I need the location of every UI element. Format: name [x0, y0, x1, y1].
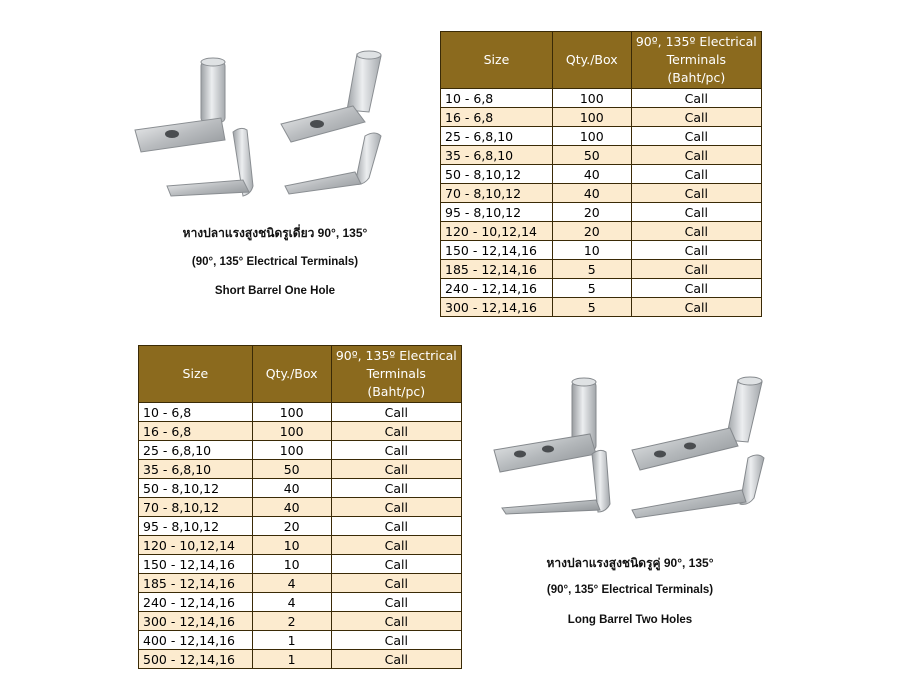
table-row	[139, 631, 462, 650]
qty-cell: 5	[552, 298, 631, 317]
price-cell: Call	[631, 241, 761, 260]
price-cell: Call	[631, 279, 761, 298]
price-header-line2: Terminals	[666, 52, 726, 67]
terminal-photo-two-holes	[480, 372, 780, 522]
size-cell: 10 - 6,8	[441, 89, 553, 108]
size-cell: 95 - 8,10,12	[139, 517, 253, 536]
caption-english: (90°, 135° Electrical Terminals)	[546, 584, 714, 596]
table-row	[441, 279, 762, 298]
qty-cell: 20	[552, 222, 631, 241]
size-cell: 50 - 8,10,12	[139, 479, 253, 498]
table-row	[139, 536, 462, 555]
price-cell: Call	[631, 203, 761, 222]
price-cell: Call	[331, 441, 461, 460]
price-cell: Call	[331, 536, 461, 555]
size-cell: 50 - 8,10,12	[441, 165, 553, 184]
column-header-size: Size	[441, 32, 553, 89]
table-row	[441, 203, 762, 222]
size-cell: 120 - 10,12,14	[139, 536, 253, 555]
qty-cell: 50	[552, 146, 631, 165]
size-cell: 35 - 6,8,10	[139, 460, 253, 479]
table-header-row	[441, 32, 762, 89]
price-table-two-holes	[138, 345, 462, 669]
qty-cell: 10	[252, 536, 331, 555]
table-row	[139, 555, 462, 574]
table-row	[139, 441, 462, 460]
caption-thai: หางปลาแรงสูงชนิดรูคู่ 90°, 135°	[546, 556, 714, 570]
size-cell: 150 - 12,14,16	[139, 555, 253, 574]
qty-cell: 2	[252, 612, 331, 631]
table-header-row	[139, 346, 462, 403]
size-cell: 240 - 12,14,16	[441, 279, 553, 298]
size-cell: 120 - 10,12,14	[441, 222, 553, 241]
qty-cell: 20	[252, 517, 331, 536]
caption-english: (90°, 135° Electrical Terminals)	[191, 256, 359, 268]
column-header-qty: Qty./Box	[252, 346, 331, 403]
price-cell: Call	[331, 612, 461, 631]
size-cell: 240 - 12,14,16	[139, 593, 253, 612]
price-cell: Call	[331, 479, 461, 498]
terminal-90-upright-icon	[135, 58, 225, 152]
terminal-90-two-hole-upright-icon	[494, 378, 596, 472]
qty-cell: 100	[552, 108, 631, 127]
terminal-135-lying-icon	[285, 133, 381, 194]
qty-cell: 4	[252, 593, 331, 612]
qty-cell: 40	[552, 165, 631, 184]
qty-cell: 1	[252, 650, 331, 669]
qty-cell: 100	[252, 441, 331, 460]
caption-two-holes	[505, 554, 755, 634]
qty-cell: 100	[552, 127, 631, 146]
table-row	[139, 612, 462, 631]
price-cell: Call	[631, 298, 761, 317]
size-cell: 25 - 6,8,10	[139, 441, 253, 460]
caption-thai: หางปลาแรงสูงชนิดรูเดี่ยว 90°, 135°	[182, 226, 368, 240]
table-row	[139, 422, 462, 441]
table-row	[441, 184, 762, 203]
table-row	[139, 650, 462, 669]
column-header-qty: Qty./Box	[552, 32, 631, 89]
column-header-price	[631, 32, 761, 89]
qty-cell: 5	[552, 260, 631, 279]
table-row	[441, 165, 762, 184]
price-cell: Call	[631, 184, 761, 203]
qty-cell: 10	[252, 555, 331, 574]
size-cell: 400 - 12,14,16	[139, 631, 253, 650]
size-cell: 150 - 12,14,16	[441, 241, 553, 260]
terminal-135-upright-icon	[281, 51, 381, 142]
qty-cell: 100	[252, 403, 331, 422]
price-cell: Call	[331, 422, 461, 441]
price-cell: Call	[631, 127, 761, 146]
table-row	[441, 146, 762, 165]
price-cell: Call	[331, 403, 461, 422]
qty-cell: 100	[552, 89, 631, 108]
price-cell: Call	[331, 574, 461, 593]
price-cell: Call	[331, 517, 461, 536]
size-cell: 16 - 6,8	[139, 422, 253, 441]
size-cell: 70 - 8,10,12	[441, 184, 553, 203]
price-header-line1: 90º, 135º Electrical	[335, 348, 457, 363]
qty-cell: 50	[252, 460, 331, 479]
table-row	[139, 498, 462, 517]
qty-cell: 40	[252, 498, 331, 517]
terminal-135-two-hole-upright-icon	[632, 377, 762, 470]
qty-cell: 5	[552, 279, 631, 298]
price-cell: Call	[631, 260, 761, 279]
qty-cell: 100	[252, 422, 331, 441]
size-cell: 70 - 8,10,12	[139, 498, 253, 517]
table-row	[441, 241, 762, 260]
table-row	[139, 479, 462, 498]
size-cell: 185 - 12,14,16	[441, 260, 553, 279]
table-row	[139, 403, 462, 422]
column-header-price	[331, 346, 461, 403]
price-cell: Call	[331, 631, 461, 650]
qty-cell: 1	[252, 631, 331, 650]
size-cell: 300 - 12,14,16	[441, 298, 553, 317]
price-cell: Call	[331, 593, 461, 612]
size-cell: 185 - 12,14,16	[139, 574, 253, 593]
caption-subtitle: Long Barrel Two Holes	[567, 614, 693, 626]
qty-cell: 4	[252, 574, 331, 593]
price-header-line1: 90º, 135º Electrical	[635, 34, 757, 49]
qty-cell: 10	[552, 241, 631, 260]
caption-subtitle: Short Barrel One Hole	[214, 285, 336, 297]
size-cell: 10 - 6,8	[139, 403, 253, 422]
price-cell: Call	[631, 165, 761, 184]
terminal-photo-one-hole	[125, 40, 415, 210]
qty-cell: 40	[252, 479, 331, 498]
size-cell: 300 - 12,14,16	[139, 612, 253, 631]
price-table-one-hole	[440, 31, 762, 317]
price-cell: Call	[631, 108, 761, 127]
table-row	[139, 517, 462, 536]
table-row	[441, 260, 762, 279]
price-cell: Call	[331, 555, 461, 574]
qty-cell: 20	[552, 203, 631, 222]
table-row	[139, 593, 462, 612]
price-cell: Call	[331, 460, 461, 479]
size-cell: 16 - 6,8	[441, 108, 553, 127]
size-cell: 500 - 12,14,16	[139, 650, 253, 669]
table-row	[441, 127, 762, 146]
qty-cell: 40	[552, 184, 631, 203]
size-cell: 35 - 6,8,10	[441, 146, 553, 165]
price-header-line2: Terminals	[366, 366, 426, 381]
size-cell: 95 - 8,10,12	[441, 203, 553, 222]
caption-one-hole	[150, 224, 400, 304]
table-row	[441, 108, 762, 127]
table-row	[441, 298, 762, 317]
table-row	[441, 89, 762, 108]
table-row	[139, 574, 462, 593]
price-cell: Call	[631, 89, 761, 108]
size-cell: 25 - 6,8,10	[441, 127, 553, 146]
price-header-line3: (Baht/pc)	[367, 384, 426, 399]
price-header-line3: (Baht/pc)	[667, 70, 726, 85]
price-cell: Call	[331, 650, 461, 669]
table-row	[441, 222, 762, 241]
column-header-size: Size	[139, 346, 253, 403]
table-row	[139, 460, 462, 479]
price-cell: Call	[331, 498, 461, 517]
price-cell: Call	[631, 222, 761, 241]
price-cell: Call	[631, 146, 761, 165]
